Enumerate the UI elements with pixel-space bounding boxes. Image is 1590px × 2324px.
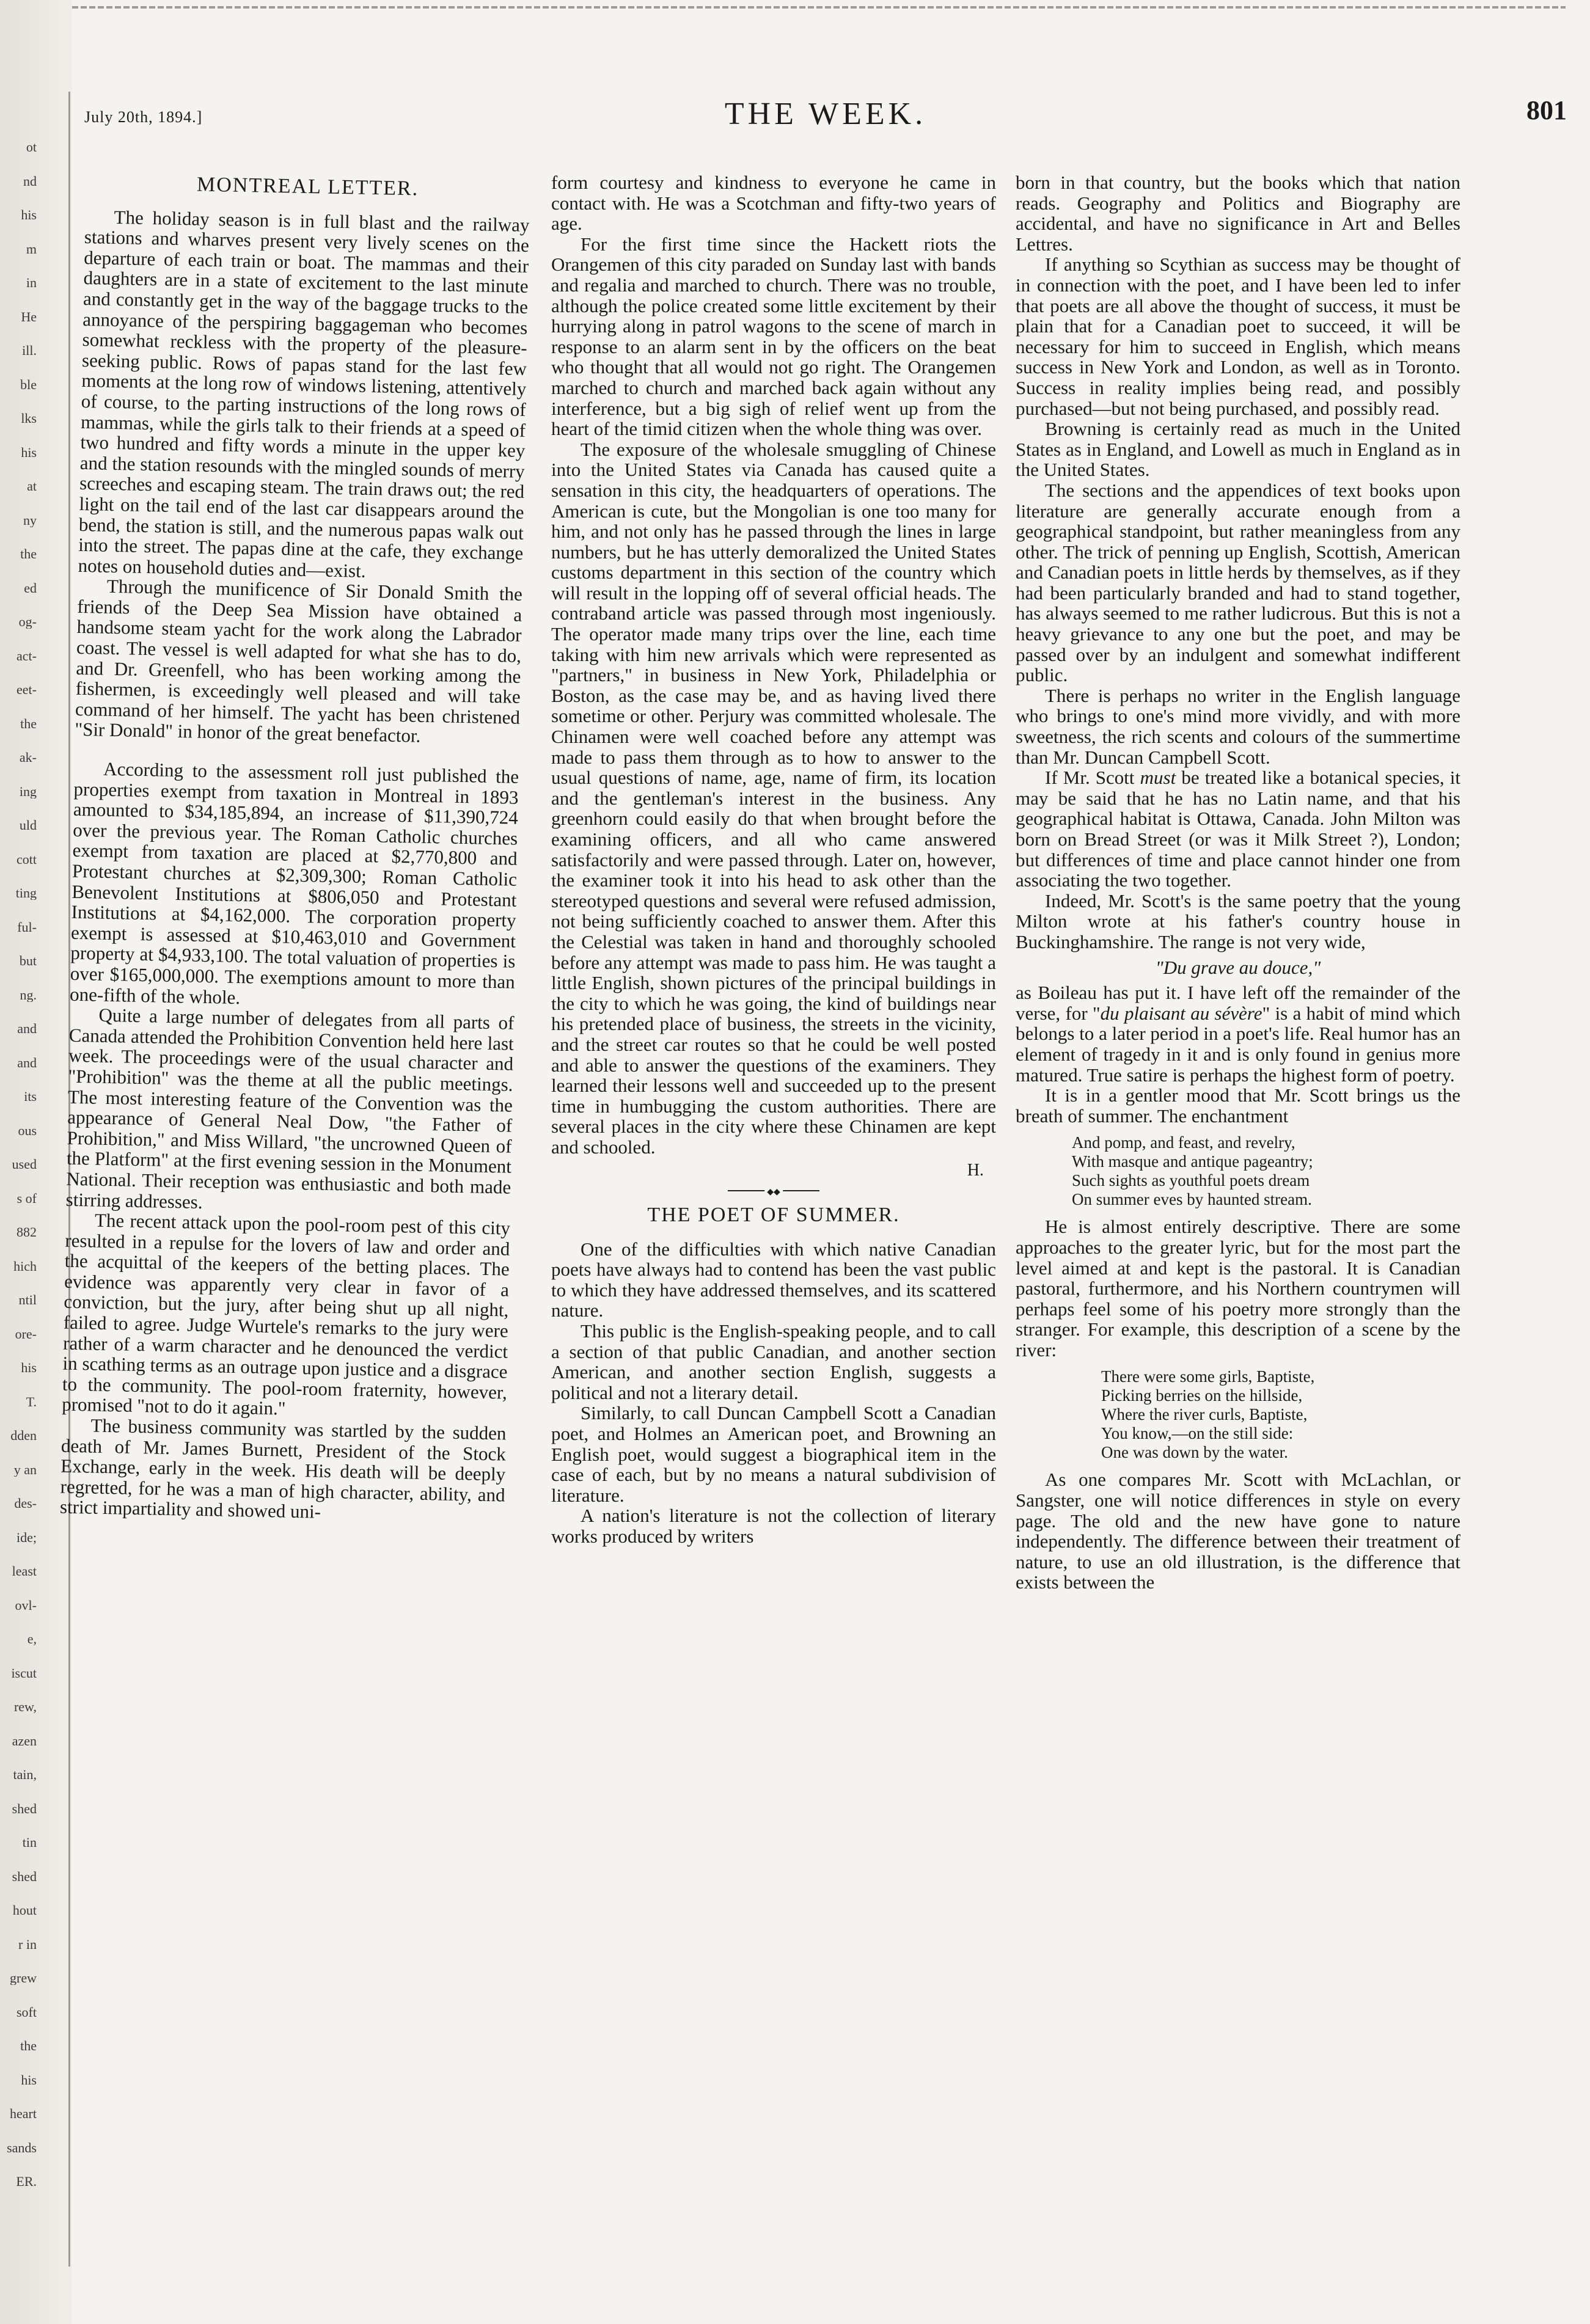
- margin-fragment: hich: [13, 1260, 37, 1273]
- montreal-paragraph: Quite a large number of delegates from all parts of Canada attended the Prohibition Convention held here last week. The proceedings were of the usual character and "Prohibition" was the theme at all the public meetings. The most interesting feature of the Convention was the appearance of General Neal Dow, "the Father of Prohibition," and Miss Willard, "the uncrowned Queen of the Platform" at the first evening session in the Monument National. Their reception was enthusiastic and both made stirring addresses.: [65, 1004, 515, 1213]
- margin-fragment: soft: [16, 2006, 37, 2019]
- margin-fragment: act-: [16, 649, 37, 663]
- margin-fragment: des-: [14, 1497, 37, 1510]
- margin-fragment: ot: [26, 141, 37, 154]
- margin-fragment: eet-: [16, 683, 37, 696]
- montreal-paragraph: Through the munificence of Sir Donald Smith the friends of the Deep Sea Mission have obtained a handsome steam yacht for the work along the Labrador coast. The vessel is well adapted for what she has to do, and Dr. Greenfell, who has been working among the fishermen, is exceedingly well pleased and will take command of her himself. The yacht has been christened "Sir Donald" in honor of the great benefactor.: [75, 576, 523, 747]
- margin-fragment: and: [17, 1022, 37, 1036]
- margin-fragment: s of: [16, 1192, 37, 1205]
- margin-fragment: He: [21, 310, 37, 324]
- margin-fragment: the: [20, 2039, 37, 2053]
- margin-fragment: shed: [12, 1870, 37, 1884]
- margin-fragment: ed: [24, 582, 37, 595]
- margin-fragment: at: [27, 480, 37, 493]
- margin-fragment: ER.: [16, 2175, 37, 2188]
- margin-fragment: ble: [20, 378, 37, 392]
- montreal-paragraph: The recent attack upon the pool-room pest of this city resulted in a repulse for the lovers of law and order and the acquittal of the keepers of the betting places. The evidence was apparently very clear in favor of a conviction, but the jury, after being shut up all night, failed to agree. Judge Wurtele's remarks to the jury were rather of a warm character and he denounced the verdict in scathing terms as an outrage upon justice and a disgrace to the community. The pool-room fraternity, however, promised "not to do it again.": [61, 1209, 511, 1420]
- margin-fragment: the: [20, 547, 37, 561]
- section-divider: [728, 1190, 819, 1191]
- margin-fragment: hout: [12, 1904, 37, 1917]
- margin-fragment: ill.: [22, 344, 37, 357]
- margin-fragment: tin: [22, 1836, 37, 1849]
- poet-paragraph: One of the difficulties with which native Canadian poets have always had to contend has been the vast public to which they have addressed themselves, and its scattered nature.: [551, 1238, 996, 1321]
- margin-fragment: his: [21, 2074, 37, 2087]
- verse-line: There were some girls, Baptiste,: [1101, 1367, 1315, 1386]
- margin-fragment: e,: [27, 1632, 37, 1646]
- montreal-paragraph: According to the assessment roll just published the properties exempt from taxation in Montreal in 1893 amounted to $34,185,894, an increase of $11,390,724 over the previous year. The Roman Catholic churches exempt from taxation are placed at $2,770,800 and Protestant churches at $2,309,300; Roman Catholic Benevolent Institutions at $806,050 and Protestant Institutions at $4,162,000. The corporation property exempt is assessed at $10,463,010 and Government property at $4,933,100. The total valuation of properties is over $165,000,000. The exemptions amount to more than one-fifth of the whole.: [69, 758, 519, 1008]
- margin-fragment: sands: [7, 2141, 37, 2155]
- poet-paragraph: born in that country, but the books which that nation reads. Geography and Politics and Biography are accidental, and have no significance in Art and Belles Lettres.: [1016, 172, 1460, 255]
- poet-paragraph: If Mr. Scott must be treated like a botanical species, it may be said that he has no Latin name, and that his geographical habitat is Ottawa, Canada. John Milton was born on Bread Street (or was it Milk Street ?), London; but differences of time and place cannot hinder one from associating the two together.: [1016, 767, 1460, 891]
- poet-paragraph: Similarly, to call Duncan Campbell Scott a Canadian poet, and Holmes an American poet, and Browning an English poet, would suggest a biographical item in the case of each, but by no means a natural subdivision of literature.: [551, 1402, 996, 1506]
- montreal-paragraph: The business community was startled by the sudden death of Mr. James Burnett, President of the Stock Exchange, early in the week. His death will be deeply regretted, for he was a man of high character, ability, and strict impartiality and showed uni-: [59, 1414, 507, 1523]
- margin-fragment: T.: [26, 1395, 37, 1409]
- margin-fragment: ng.: [20, 988, 37, 1002]
- margin-fragment: ak-: [19, 751, 37, 764]
- margin-fragment: ovl-: [15, 1599, 37, 1612]
- margin-fragment: lks: [21, 412, 37, 425]
- margin-fragment: ous: [18, 1124, 37, 1138]
- montreal-letter-heading: MONTREAL LETTER.: [196, 173, 419, 200]
- verse-line: Where the river curls, Baptiste,: [1101, 1405, 1308, 1424]
- poet-paragraph: Browning is certainly read as much in the United States as in England, and Lowell as much in England as in the United States.: [1016, 418, 1460, 481]
- margin-fragment: used: [12, 1158, 37, 1171]
- page-header: [84, 95, 1567, 137]
- verse-line: Such sights as youthful poets dream: [1072, 1171, 1310, 1190]
- publication-title: THE WEEK.: [724, 97, 927, 131]
- margin-fragment: rew,: [13, 1700, 37, 1714]
- montreal-paragraph: The holiday season is in full blast and the railway stations and wharves present very lively scenes on the departure of each train or boat. The mammas and their daughters are in a state of excitement to the last minute and constantly get in the way of the baggage trucks to the annoyance of the perspiring baggageman who becomes somewhat reckless with the property of the pleasure-seeking public. Rows of papas stand for the last few moments at the long row of windows listening, attentively of course, to the parting instructions of the long rows of mammas, while the girls talk to their friends at a speed of two hundred and fifty words a minute in the upper key and the station resounds with the mingled sounds of merry screeches and escaping steam. The train draws out; the red light on the tail end of the last car disappears around the bend, the station is still, and the numerous papas walk out into the street. The papas dine at the cafe, they exchange notes on household duties and—exist.: [78, 206, 530, 582]
- margin-fragment: ore-: [15, 1328, 37, 1341]
- margin-fragment: 882: [16, 1226, 37, 1239]
- margin-fragment: ny: [23, 514, 37, 527]
- margin-fragment: ing: [19, 785, 37, 798]
- margin-fragment: its: [24, 1090, 37, 1103]
- margin-fragment: ful-: [17, 921, 37, 934]
- margin-fragment: his: [21, 446, 37, 459]
- margin-fragment: ntil: [18, 1293, 37, 1307]
- margin-fragment: m: [26, 243, 37, 256]
- poet-paragraph: As one compares Mr. Scott with McLachlan, or Sangster, one will notice differences in style on every page. The old and the new have gone to nature independently. The difference between their treatment of nature, to use an old illustration, is the difference that exists between the: [1016, 1469, 1460, 1593]
- verse-line: On summer eves by haunted stream.: [1072, 1190, 1312, 1209]
- poet-paragraph: There is perhaps no writer in the English language who brings to one's mind more vividly, and with more sweetness, the rich scents and colours of the summertime than Mr. Duncan Campbell Scott.: [1016, 684, 1460, 768]
- poet-paragraph: The sections and the appendices of text books upon literature are generally accurate enough from a geographical standpoint, but rather meaningless from any other. The trick of penning up English, Scottish, American and Canadian poets in little herds by themselves, as if they had been particularly branded and had to stand together, has always seemed to me rather ludicrous. But this is not a heavy grievance to any one but the poet, and may be passed over by an indulgent and somewhat indifferent public.: [1016, 479, 1460, 686]
- column-3: [1016, 172, 1460, 1593]
- margin-fragment: tain,: [13, 1768, 37, 1781]
- verse-block: [1101, 1367, 1460, 1462]
- poet-paragraph: If anything so Scythian as success may be thought of in connection with the poet, and I have been led to infer that poets are all above the thought of success, it must be plain that for a Canadian poet to succeed, it will be necessary for him to succeed in English, which means success in New York and London, as well as in Toronto. Success in reality implies being read, and possibly purchased—but not being purchased, and possibly read.: [1016, 254, 1460, 419]
- poet-paragraph: A nation's literature is not the collection of literary works produced by writers: [551, 1505, 996, 1547]
- margin-fragment: dden: [10, 1429, 37, 1442]
- margin-fragment: and: [17, 1056, 37, 1070]
- poet-paragraph: This public is the English-speaking people, and to call a section of that public Canadian, and another section American, and another section English, suggests a political and not a literary detail.: [551, 1320, 996, 1403]
- poet-paragraph: It is in a gentler mood that Mr. Scott brings us the breath of summer. The enchantment: [1016, 1084, 1460, 1127]
- margin-fragment: r in: [18, 1938, 37, 1951]
- margin-fragment: heart: [10, 2107, 37, 2121]
- margin-fragment: his: [21, 1361, 37, 1375]
- margin-fragment: uld: [19, 819, 37, 832]
- verse-line: One was down by the water.: [1101, 1443, 1288, 1462]
- margin-fragment: ide;: [16, 1531, 37, 1544]
- verse-line: Picking berries on the hillside,: [1101, 1386, 1303, 1405]
- montreal-paragraph: For the first time since the Hackett riots the Orangemen of this city paraded on Sunday last with bands and regalia and marched to church. There was no trouble, although the police created some little excitement by their hurrying along in patrol wagons to the scene of march in response to an alarm sent in by the officers on the beat who thought that all would not go right. The Orangemen marched to church and marched back again without any interference, but a big sigh of relief went up from the heart of the timid citizen when the whole thing was over.: [551, 233, 996, 440]
- verse-line: With masque and antique pageantry;: [1072, 1152, 1313, 1171]
- margin-fragment: shed: [12, 1802, 37, 1816]
- top-border-line: [72, 6, 1566, 9]
- letter-signature: H.: [967, 1160, 984, 1180]
- margin-fragment: nd: [23, 175, 37, 188]
- margin-fragment: in: [26, 276, 37, 290]
- montreal-paragraph: The exposure of the wholesale smuggling of Chinese into the United States via Canada has caused quite a sensation in this city, the headquarters of operations. The American is cute, but the Mongolian is one too many for him, and not only has he passed through the lines in large numbers, but he has utterly demoralized the United States customs department in this section of the country which will result in the lopping off of several official heads. The contraband article was passed through most ingeniously. The operator made many trips over the line, each time taking with him new arrivals which were represented as "partners," in business in New York, Philadelphia or Boston, as the case may be, and as having lived there sometime or other. Perjury was committed wholesale. The Chinamen were well coached before any attempt was made to pass them through as to how to answer to the usual questions of name, age, name of firm, its location and the gentleman's interest in the business. Any greenhorn could easily do that when brought before the examining officers, and all who came answered satisfactorily and were passed through. Later on, however, the examiner took it into his head to ask other than the stereotyped questions and several were refused admission, not being sufficiently coached to answer them. After this the Celestial was taken in hand and thoroughly schooled before any attempt was made to pass him. He was taught a little English, shown pictures of the principal buildings in the city to which he was going, the kind of buildings near his pretended place of business, the streets in the vicinity, and the street car routes so that he could be well posted and able to answer the questions of the examiners. They learned their lessons well and succeeded up to the present time in humbugging the custom authorities. There are several places in the city where these Chinamen are kept and schooled.: [551, 438, 996, 1158]
- verse-line: And pomp, and feast, and revelry,: [1072, 1133, 1295, 1152]
- margin-fragment: ting: [15, 886, 37, 900]
- margin-fragment: least: [12, 1565, 37, 1578]
- column-2: [551, 172, 996, 1547]
- verse-line: You know,—on the still side:: [1101, 1424, 1294, 1443]
- verse-block: [1072, 1133, 1460, 1209]
- poet-paragraph: Indeed, Mr. Scott's is the same poetry that the young Milton wrote at his father's country house in Buckinghamshire. The range is not very wide,: [1016, 890, 1460, 952]
- margin-fragment: the: [20, 717, 37, 731]
- montreal-paragraph: form courtesy and kindness to everyone he came in contact with. He was a Scotchman and fifty-two years of age.: [551, 172, 996, 235]
- issue-date: July 20th, 1894.]: [84, 108, 203, 126]
- poet-paragraph: as Boileau has put it. I have left off the remainder of the verse, for "du plaisant au sévère" is a habit of mind which belongs to a later period in a poet's life. Real humor has an element of tragedy in it and is only found in genius more matured. True satire is perhaps the highest form of poetry.: [1016, 982, 1460, 1086]
- french-quotation: "Du grave au douce,": [1155, 956, 1321, 978]
- margin-fragment: grew: [10, 1971, 37, 1985]
- margin-fragment: iscut: [11, 1667, 37, 1680]
- column-1: [60, 172, 530, 1526]
- margin-fragment: azen: [12, 1734, 37, 1748]
- margin-fragment: og-: [18, 615, 37, 629]
- page-number: 801: [1526, 95, 1567, 125]
- poet-paragraph: He is almost entirely descriptive. There are some approaches to the greater lyric, but for the most part the level aimed at and kept is the pastoral. It is Canadian pastoral, furthermore, and his Northern countrymen will perhaps feel some of his poetry more strongly than the stranger. For example, this description of a scene by the river:: [1016, 1216, 1460, 1361]
- margin-fragment: cott: [16, 853, 37, 866]
- poet-of-summer-heading: THE POET OF SUMMER.: [647, 1204, 900, 1227]
- margin-fragment: but: [19, 954, 37, 968]
- margin-fragment: y an: [13, 1463, 37, 1477]
- margin-fragment: his: [21, 208, 37, 222]
